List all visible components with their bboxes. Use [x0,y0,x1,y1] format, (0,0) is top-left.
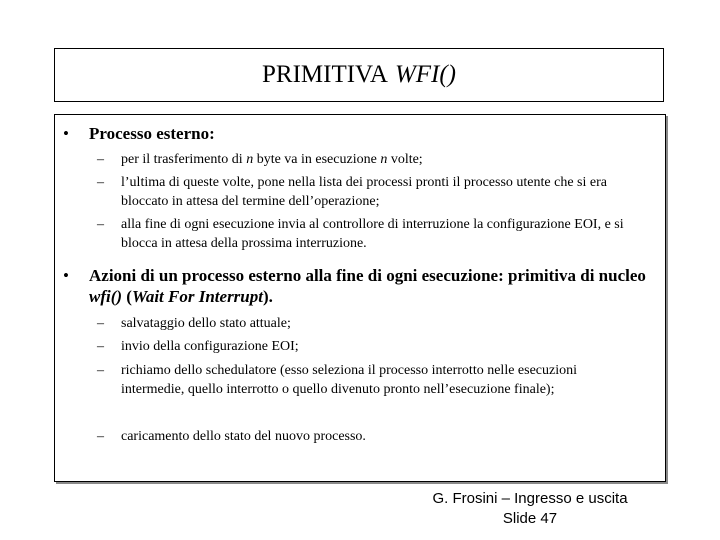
bullet-icon: • [63,266,69,285]
dash-icon: – [97,363,104,378]
content-box [54,114,666,482]
list-item-text: invio della configurazione EOI; [121,339,299,354]
bullet-label: Azioni di un processo esterno alla fine di ogni esecuzione: primitiva di nucleo wfi() (Wait For Interrupt). [89,266,646,306]
slide-title-box [54,48,664,102]
list-item-text: per il trasferimento di n byte va in esecuzione n volte; [121,152,423,167]
dash-icon: – [97,316,104,331]
dash-icon: – [97,217,104,232]
slide-footer [410,489,650,529]
dash-icon: – [97,152,104,167]
bullet-icon: • [63,124,69,143]
footer-author: G. Frosini – Ingresso e uscita [432,490,628,507]
slide-number: Slide 47 [502,510,558,527]
list-item-text: alla fine di ogni esecuzione invia al controllore di interruzione la configurazione EOI, e si blocca in attesa della prossima interruzione. [121,217,624,251]
dash-icon: – [97,429,104,444]
dash-icon: – [97,175,104,190]
slide-title-italic: WFI() [394,61,457,88]
slide-title: PRIMITIVA [261,61,388,88]
list-item-text: l’ultima di queste volte, pone nella lista dei processi pronti il processo utente che si era bloccato in attesa del termine dell’operazione; [121,175,607,209]
list-item-text: richiamo dello schedulatore (esso seleziona il processo interrotto nelle esecuzioni intermedie, quello interrotto o quello divenuto pronto nell’esecuzione finale); [121,363,578,397]
list-item-text: salvataggio dello stato attuale; [121,316,291,331]
bullet-label: Processo esterno: [89,124,215,143]
list-item-text: caricamento dello stato del nuovo processo. [121,429,366,444]
dash-icon: – [97,339,104,354]
